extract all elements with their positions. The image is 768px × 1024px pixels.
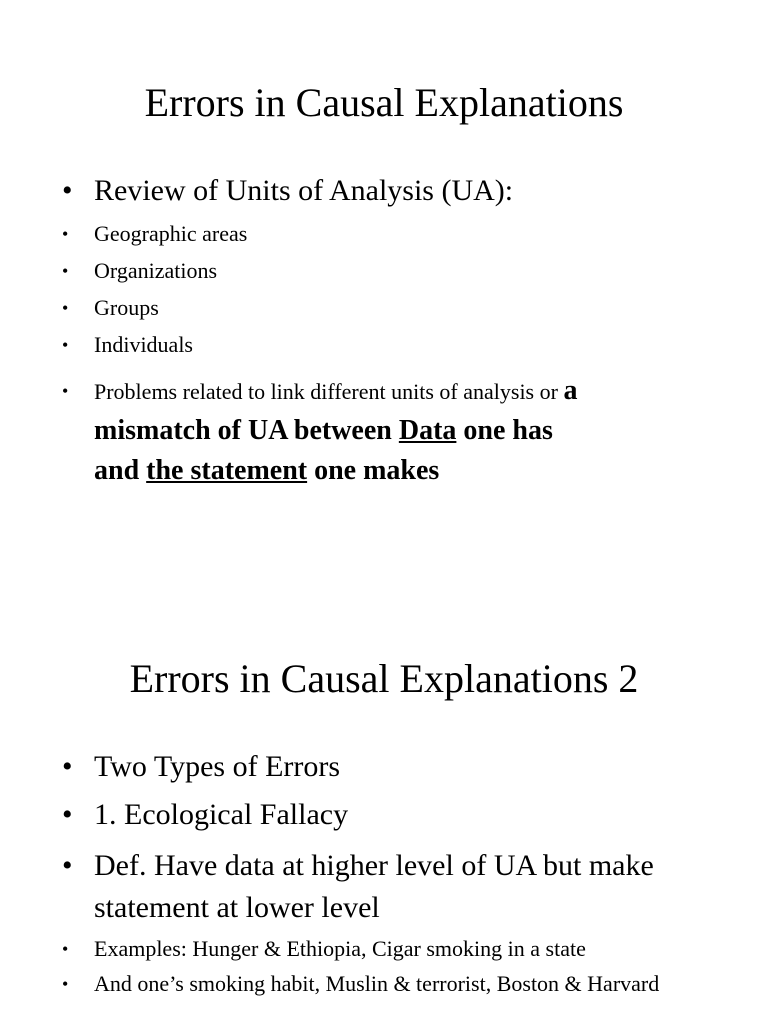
- bullet-dot: •: [62, 939, 69, 959]
- bullet-dot: •: [62, 335, 69, 355]
- problem-statement: the statement: [146, 455, 308, 486]
- problem-mismatch: mismatch of UA between: [94, 415, 399, 446]
- bullet-smoking-habit: [62, 970, 682, 998]
- bullet-dot: •: [62, 798, 73, 831]
- problem-and: and: [94, 455, 147, 486]
- bullet-dot: •: [62, 974, 69, 994]
- bullet-examples: [62, 934, 682, 964]
- problem-a: a: [563, 375, 578, 406]
- problem-line-2: [94, 411, 682, 451]
- problem-data-word: Data: [398, 415, 457, 446]
- bullet-text: Review of Units of Analysis (UA):: [94, 174, 514, 207]
- bullet-ecological-fallacy: [62, 796, 682, 834]
- problem-lead: Problems related to link different units of analysis or: [94, 379, 564, 404]
- bullet-dot: •: [62, 174, 73, 207]
- bullet-dot: •: [62, 381, 69, 401]
- sub-item-organizations: [62, 256, 682, 286]
- sub-item-individuals: [62, 330, 682, 360]
- problem-one-has: one has: [456, 415, 553, 446]
- slide-2: [0, 560, 768, 1024]
- sub-item-text: Individuals: [94, 332, 193, 357]
- bullet-dot: •: [62, 261, 69, 281]
- slide-2-title: Errors in Causal Explanations 2: [129, 656, 639, 701]
- bullet-dot: •: [62, 849, 73, 882]
- bullet-review-ua: [62, 172, 682, 210]
- sub-item-text: Groups: [94, 295, 159, 320]
- bullet-text: Two Types of Errors: [94, 750, 341, 783]
- sub-item-geographic-areas: [62, 219, 682, 249]
- bullet-text: Def. Have data at higher level of UA but make statement at lower level: [94, 849, 654, 924]
- bullet-dot: •: [62, 750, 73, 783]
- problem-line-3: [94, 451, 682, 491]
- problem-one-makes: one makes: [307, 455, 440, 486]
- bullet-text: And one’s smoking habit, Muslin & terrorist, Boston & Harvard: [94, 971, 660, 996]
- slide-1-title: Errors in Causal Explanations: [144, 80, 624, 125]
- problem-text: [94, 376, 682, 491]
- bullet-problems: [62, 376, 682, 491]
- sub-item-text: Geographic areas: [94, 221, 248, 246]
- bullet-text: Examples: Hunger & Ethiopia, Cigar smoking in a state: [94, 936, 586, 961]
- bullet-dot: •: [62, 224, 69, 244]
- sub-item-groups: [62, 293, 682, 323]
- bullet-text: 1. Ecological Fallacy: [94, 798, 349, 831]
- bullet-dot: •: [62, 298, 69, 318]
- bullet-two-types: [62, 748, 682, 786]
- sub-item-text: Organizations: [94, 258, 218, 283]
- bullet-definition: [62, 845, 682, 929]
